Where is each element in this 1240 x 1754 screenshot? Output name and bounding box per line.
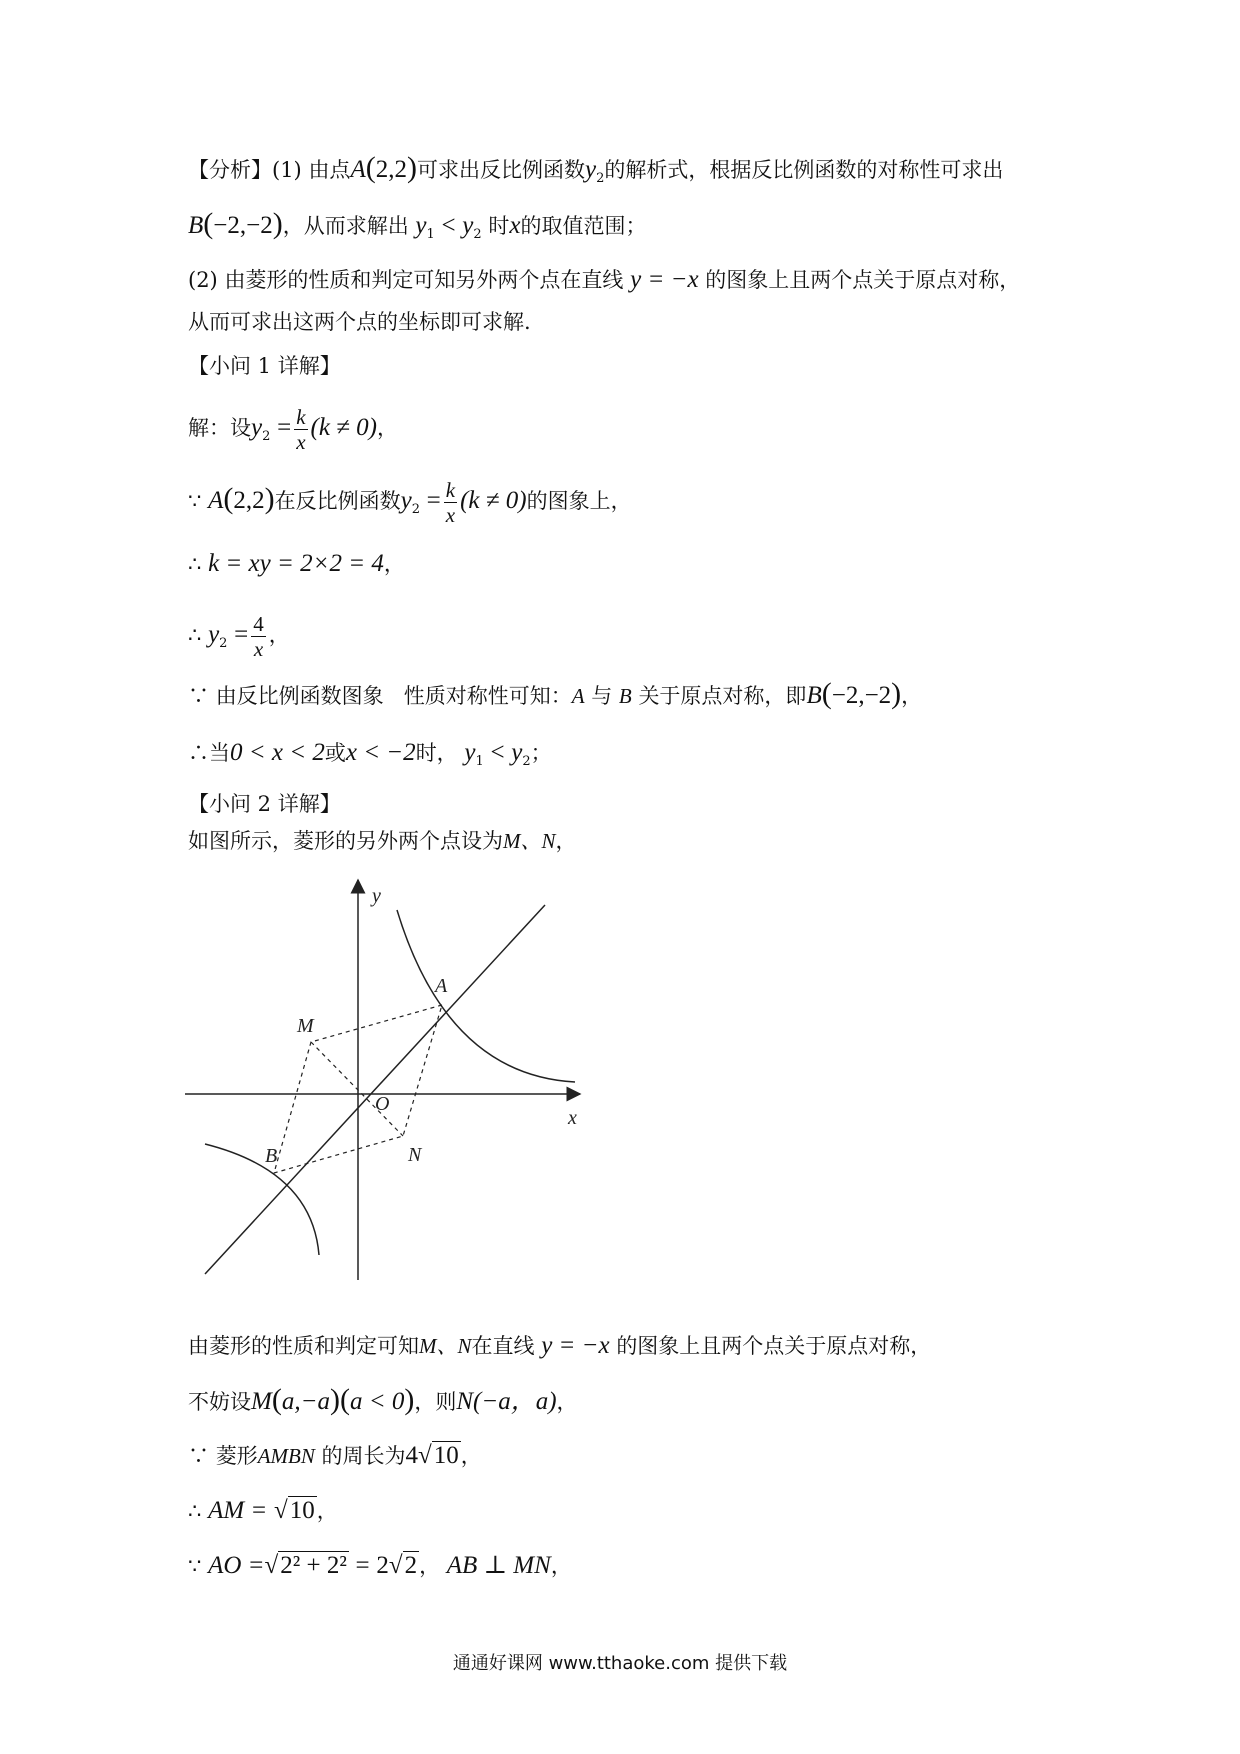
q1-line-2: ∵ A(2,2)在反比例函数$y_2$ = $\frac{k}{x}$ (k ≠ 0)的图象上，: [188, 478, 632, 527]
footer-source: 通通好课网 www.tthaoke.com 提供下载: [452, 1653, 788, 1674]
q2-heading: 【小问 2 详解】: [188, 792, 341, 816]
analysis-tag: 【分析】: [188, 158, 272, 182]
q2-line-8: 由菱形的性质和判定可知M、N在直线 y = −x 的图象上且两个点关于原点对称，: [188, 1332, 932, 1359]
line-y-equals-x: [205, 905, 545, 1274]
q1-line-4: ∴ $y_2$ = $\frac{4}{x}$ ，: [188, 612, 290, 661]
point-M-label: M: [297, 1015, 314, 1037]
analysis-line-4: 从而可求出这两个点的坐标即可求解.: [188, 310, 531, 334]
point-N-label: N: [408, 1144, 422, 1166]
q2-line-9: 不妨设M(a,−a)(a < 0)，则N(−a，a)，: [188, 1383, 578, 1416]
fraction-k-over-x: $\frac{k}{x}$: [296, 405, 306, 454]
q1-line-1: 解：设$y_2$ = $\frac{k}{x}$ (k ≠ 0)，: [188, 405, 398, 454]
sqrt-2: √2: [388, 1552, 418, 1579]
analysis-line-3: (2) 由菱形的性质和判定可知另外两个点在直线 y = −x 的图象上且两个点关于原点对称，: [188, 266, 1021, 293]
analysis-line-2: B(−2,−2)，从而求解出 $y_1 < y_2$ 时x的取值范围；: [188, 207, 647, 243]
q2-line-1: 如图所示，菱形的另外两个点设为M、N，: [188, 829, 577, 853]
fraction-4-over-x: $\frac{4}{x}$: [253, 612, 264, 661]
y-axis-label: y: [372, 885, 381, 907]
sqrt-2sq-plus-2sq: √2² + 2²: [264, 1552, 347, 1579]
hyperbola-branch-2: [205, 1144, 319, 1255]
q1-line-6: ∴当0 < x < 2或x < −2时， $y_1 < y_2$；: [188, 739, 552, 770]
q2-line-12: ∵ AO =√2² + 2² = 2√2， AB ⊥ MN，: [188, 1550, 572, 1582]
q2-line-11: ∴ AM = √10，: [188, 1495, 338, 1527]
q2-line-10: ∵ 菱形AMBN 的周长为4√10，: [188, 1440, 482, 1472]
sqrt-10: √10: [418, 1442, 459, 1469]
origin-label: O: [375, 1093, 390, 1115]
rhombus-hyperbola-figure: [185, 860, 605, 1290]
hyperbola-branch-1: [397, 910, 575, 1082]
point-A-label: A: [435, 975, 448, 997]
point-B-label: B: [265, 1145, 278, 1167]
q1-line-5: ∵ 由反比例函数图象 性质对称性可知：A 与 B 关于原点对称，即B(−2,−2)，: [188, 677, 923, 710]
q1-line-3: ∴ k = xy = 2×2 = 4，: [188, 550, 405, 577]
fraction-k-over-x: $\frac{k}{x}$: [445, 478, 456, 527]
x-axis-label: x: [568, 1107, 577, 1129]
sqrt-10: √10: [273, 1497, 315, 1524]
diagonal-MN: [311, 1042, 403, 1136]
analysis-line-1: 【分析】(1) 由点A(2,2)可求出反比例函数$y_2$的解析式，根据反比例函数的对称性可求出: [188, 151, 1004, 187]
q1-heading: 【小问 1 详解】: [188, 354, 341, 378]
